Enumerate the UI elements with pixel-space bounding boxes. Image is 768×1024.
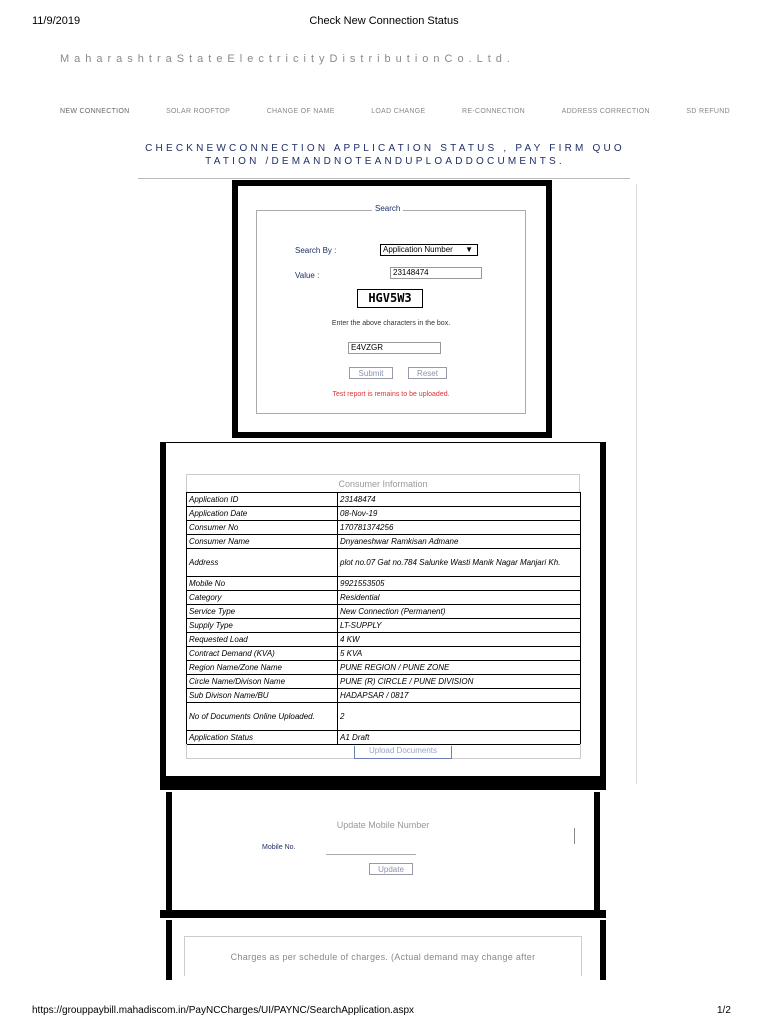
table-row (187, 605, 581, 619)
value-label: Value : (295, 271, 320, 280)
mobile-no-label: Mobile No. (262, 844, 296, 851)
dropdown-arrow-icon: ▼ (465, 245, 473, 254)
row-label: Mobile No (187, 577, 338, 591)
table-row (187, 619, 581, 633)
search-by-selected: Application Number (383, 245, 453, 254)
section-separator (160, 782, 606, 790)
nav-change-of-name[interactable]: CHANGE OF NAME (266, 108, 335, 115)
print-page-number: 1/2 (717, 1005, 731, 1016)
table-row (187, 535, 581, 549)
captcha-input[interactable]: E4VZGR (348, 342, 441, 354)
upload-documents-button[interactable]: Upload Documents (354, 746, 452, 759)
page-heading-line2: TATION /DEMANDNOTEANDUPLOADDOCUMENTS. (205, 156, 565, 167)
row-label: Sub Divison Name/BU (187, 689, 338, 703)
nav-address-correction[interactable]: ADDRESS CORRECTION (561, 108, 650, 115)
table-row (187, 633, 581, 647)
table-row (187, 507, 581, 521)
error-message: Test report is remains to be uploaded. (332, 391, 450, 398)
row-value: 170781374256 (338, 521, 581, 535)
row-label: Consumer Name (187, 535, 338, 549)
row-value: 23148474 (338, 493, 581, 507)
nav-sd-refund[interactable]: SD REFUND (686, 108, 730, 115)
table-row (187, 689, 581, 703)
row-label: Requested Load (187, 633, 338, 647)
section-separator (160, 910, 606, 918)
row-label: Service Type (187, 605, 338, 619)
search-by-select[interactable] (380, 244, 478, 256)
row-label: Address (187, 549, 338, 577)
captcha-hint: Enter the above characters in the box. (331, 320, 451, 327)
table-row (187, 675, 581, 689)
row-label: Application Status (187, 731, 338, 745)
table-row (187, 731, 581, 745)
nav-new-connection[interactable]: NEW CONNECTION (60, 108, 130, 115)
table-row (187, 521, 581, 535)
submit-button[interactable]: Submit (349, 367, 393, 379)
consumer-info-table (186, 492, 581, 745)
captcha-image: HGV5W3 (357, 289, 423, 308)
mobile-no-input[interactable] (326, 854, 416, 855)
update-button[interactable]: Update (369, 863, 413, 875)
update-mobile-panel (166, 792, 600, 910)
row-value: Residential (338, 591, 581, 605)
row-value: PUNE (R) CIRCLE / PUNE DIVISION (338, 675, 581, 689)
row-value: HADAPSAR / 0817 (338, 689, 581, 703)
row-label: Consumer No (187, 521, 338, 535)
print-date: 11/9/2019 (32, 15, 81, 27)
update-mobile-title: Update Mobile Number (336, 820, 430, 830)
row-label: Application ID (187, 493, 338, 507)
table-row (187, 703, 581, 731)
row-value: PUNE REGION / PUNE ZONE (338, 661, 581, 675)
row-label: Supply Type (187, 619, 338, 633)
search-legend: Search (372, 204, 403, 213)
main-nav (60, 108, 730, 115)
consumer-info-title: Consumer Information (186, 474, 580, 492)
company-name: MaharashtraStateElectricityDistributionCo.Ltd. (60, 53, 515, 65)
row-label: Contract Demand (KVA) (187, 647, 338, 661)
row-value: plot no.07 Gat no.784 Salunke Wasti Manik Nagar Manjari Kh. (338, 549, 581, 577)
row-value: 08-Nov-19 (338, 507, 581, 521)
row-value: New Connection (Permanent) (338, 605, 581, 619)
nav-load-change[interactable]: LOAD CHANGE (371, 108, 426, 115)
row-label: Application Date (187, 507, 338, 521)
table-row (187, 493, 581, 507)
row-value: A1 Draft (338, 731, 581, 745)
reset-button[interactable]: Reset (408, 367, 447, 379)
page-heading (140, 142, 630, 168)
row-value: 2 (338, 703, 581, 731)
table-row (187, 549, 581, 577)
row-label: No of Documents Online Uploaded. (187, 703, 338, 731)
table-row (187, 647, 581, 661)
row-value: LT-SUPPLY (338, 619, 581, 633)
nav-solar-rooftop[interactable]: SOLAR ROOFTOP (166, 108, 231, 115)
print-title: Check New Connection Status (309, 15, 459, 27)
page-heading-line1: CHECKNEWCONNECTION APPLICATION STATUS , PAY FIRM QUO (145, 143, 625, 154)
row-value: 5 KVA (338, 647, 581, 661)
row-value: 4 KW (338, 633, 581, 647)
row-value: 9921553505 (338, 577, 581, 591)
charges-text: Charges as per schedule of charges. (Actual demand may change after (230, 952, 536, 962)
table-row (187, 661, 581, 675)
row-label: Category (187, 591, 338, 605)
heading-divider (138, 178, 630, 179)
table-row (187, 577, 581, 591)
value-input[interactable]: 23148474 (390, 267, 482, 279)
search-fieldset (256, 210, 526, 414)
panel-divider (574, 828, 575, 844)
table-row (187, 591, 581, 605)
row-label: Circle Name/Divison Name (187, 675, 338, 689)
content-right-border (636, 184, 637, 784)
row-label: Region Name/Zone Name (187, 661, 338, 675)
nav-re-connection[interactable]: RE-CONNECTION (462, 108, 526, 115)
row-value: Dnyaneshwar Ramkisan Admane (338, 535, 581, 549)
print-url: https://grouppaybill.mahadiscom.in/PayNCCharges/UI/PAYNC/SearchApplication.aspx (32, 1005, 415, 1016)
search-by-label: Search By : (295, 246, 337, 255)
